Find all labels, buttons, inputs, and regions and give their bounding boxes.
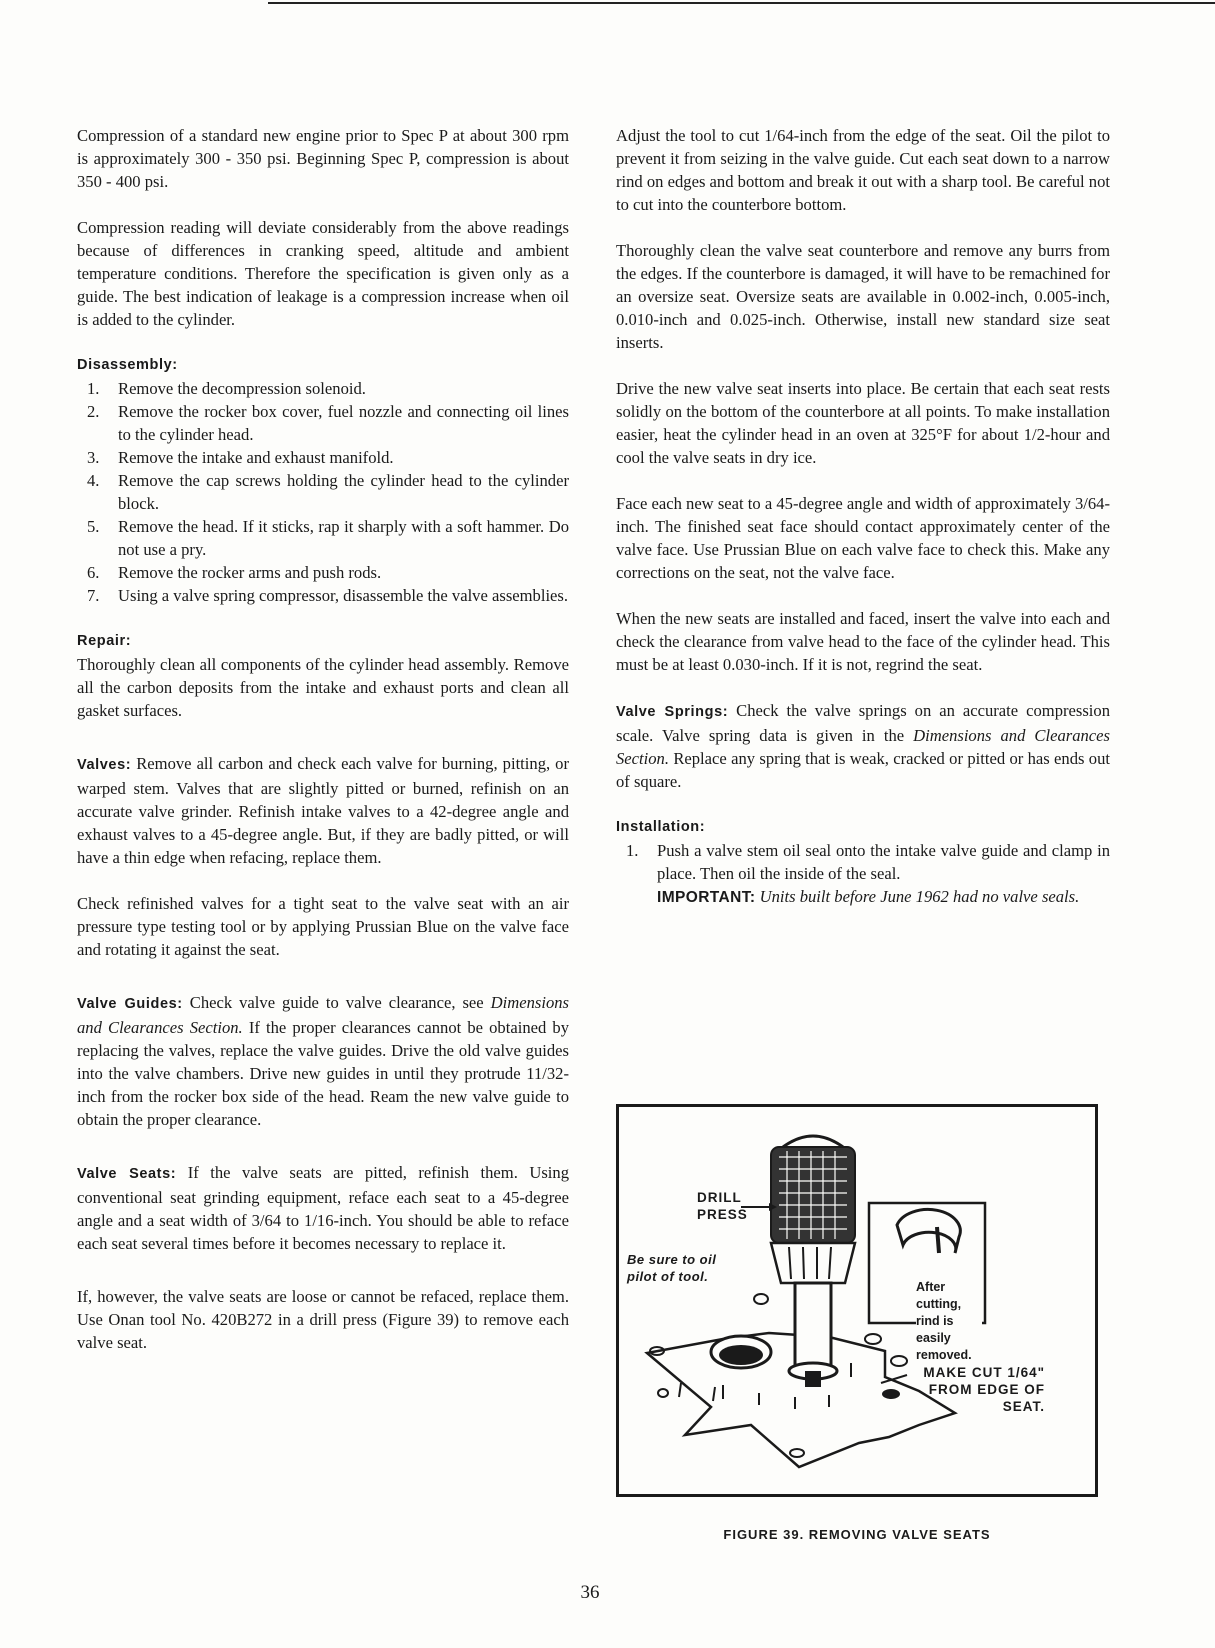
important-note: Units built before June 1962 had no valve seals. <box>759 887 1080 906</box>
drive-inserts-paragraph: Drive the new valve seat inserts into place. Be certain that each seat rests solidly on the bottom of the counterbore at all points. To make installation easier, heat the cylinder head in an oven at 325°F for about 1/2-hour and cool the valve seats in dry ice. <box>616 379 1110 467</box>
check-clearance-paragraph: When the new seats are installed and faced, insert the valve into each and check the clearance from valve head to the face of the cylinder head. This must be at least 0.030-inch. If it is not, regrind the seat. <box>616 609 1110 674</box>
list-item: 6. Remove the rocker arms and push rods. <box>87 563 382 582</box>
figure-caption: FIGURE 39. REMOVING VALVE SEATS <box>723 1527 991 1542</box>
valve-springs-paragraph: Valve Springs: Check the valve springs on an accurate compression scale. Valve spring data is given in the Dimensions and Clearances Section. Replace any spring that is weak, cracked or pitted or has ends out of square. <box>616 701 1110 791</box>
rind-removed-label: After cutting, rind is easily removed. <box>916 1279 982 1364</box>
list-item: 1. Remove the decompression solenoid. <box>87 379 366 398</box>
left-column <box>77 124 569 1354</box>
make-cut-label: MAKE CUT 1/64" FROM EDGE OF SEAT. <box>923 1365 1045 1414</box>
face-seat-paragraph: Face each new seat to a 45-degree angle and width of approximately 3/64-inch. The finished seat face should contact approximately center of the valve face. Use Prussian Blue on each valve face to check this. Make any corrections on the seat, not the valve face. <box>616 494 1110 582</box>
list-item: 3. Remove the intake and exhaust manifold. <box>87 448 394 467</box>
valve-guides-heading: Valve Guides: <box>77 996 183 1012</box>
valve-springs-heading: Valve Springs: <box>616 704 729 720</box>
oil-pilot-label: Be sure to oil pilot of tool. <box>627 1252 717 1284</box>
pilot <box>805 1371 821 1387</box>
rind-ring-icon <box>897 1209 960 1253</box>
disassembly-list <box>77 377 569 607</box>
disassembly-heading: Disassembly: <box>77 357 178 373</box>
section-reference: Dimensions and Clearances Section. <box>77 993 570 1037</box>
section-reference: Dimensions and Clearances Section. <box>616 726 1110 768</box>
repair-heading: Repair: <box>77 633 132 649</box>
adjust-tool-paragraph: Adjust the tool to cut 1/64-inch from the edge of the seat. Oil the pilot to prevent it from seizing in the valve guide. Cut each seat down to a narrow rind on edges and bottom and break it out with a sharp tool. Be careful not to cut into the counterbore bottom. <box>616 126 1111 214</box>
valve-seat-illustration <box>619 1107 1095 1494</box>
figure-39 <box>616 1104 1098 1497</box>
list-item: 5. Remove the head. If it sticks, rap it sharply with a soft hammer. Do not use a pry. <box>87 517 569 559</box>
valve-seats-paragraph: Valve Seats: If the valve seats are pitted, refinish them. Using conventional seat grinding equipment, reface each seat to a 45-degree angle and a seat width of 3/64 to 1/16-inch. You should be able to reface each seat several times before it becomes necessary to replace it. <box>77 1163 569 1253</box>
cutter-tool <box>795 1283 831 1371</box>
chuck-jaws <box>771 1243 855 1283</box>
installation-heading: Installation: <box>616 819 706 835</box>
top-rule <box>268 2 1215 4</box>
valve-guides-paragraph: Valve Guides: Check valve guide to valve clearance, see Dimensions and Clearances Section. If the proper clearances cannot be obtained by replacing the valves, replace the valve guides. Drive the old valve guides into the valve chambers. Drive new guides in until they protrude 11/32-inch from the rocker box side of the head. Ream the new valve guide to obtain the proper clearance. <box>77 993 570 1129</box>
valves-heading: Valves: <box>77 757 132 773</box>
check-valves-paragraph: Check refinished valves for a tight seat to the valve seat with an air pressure type testing tool or by applying Prussian Blue on the valve face and rotating it against the seat. <box>77 894 569 959</box>
loose-seats-paragraph: If, however, the valve seats are loose or cannot be refaced, replace them. Use Onan tool No. 420B272 in a drill press (Figure 39) to remove each valve seat. <box>77 1287 569 1352</box>
important-label: IMPORTANT: <box>657 889 756 906</box>
clean-counterbore-paragraph: Thoroughly clean the valve seat counterbore and remove any burrs from the edges. If the counterbore is damaged, it will have to be remachined for an oversize seat. Oversize seats are available in 0.002-inch, 0.005-inch, 0.010-inch and 0.025-inch. Otherwise, install new standard size seat inserts. <box>616 241 1110 352</box>
page-number: 36 <box>580 1582 600 1603</box>
right-column <box>616 124 1110 932</box>
valves-paragraph: Valves: Remove all carbon and check each valve for burning, pitting, or warped stem. Valves that are slightly pitted or burned, refinish on an accurate valve grinder. Refinish intake valves to a 42-degree angle and exhaust valves to a 45-degree angle. But, if they are badly pitted, or will have a thin edge when refacing, replace them. <box>77 754 569 867</box>
compression-deviation-paragraph: Compression reading will deviate considerably from the above readings because of differences in cranking speed, altitude and ambient temperature conditions. Therefore the specification is given only as a guide. The best indication of leakage is a compression increase when oil is added to the cylinder. <box>77 218 569 329</box>
list-item: 2. Remove the rocker box cover, fuel nozzle and connecting oil lines to the cylinder head. <box>87 402 569 444</box>
installation-list <box>616 839 1110 909</box>
list-item: 1. Push a valve stem oil seal onto the intake valve guide and clamp in place. Then oil the inside of the seal. IMPORTANT: Units built before June 1962 had no valve seals. <box>626 841 1110 906</box>
list-item: 4. Remove the cap screws holding the cylinder head to the cylinder block. <box>87 471 569 513</box>
valve-seats-heading: Valve Seats: <box>77 1166 177 1182</box>
list-item: 7. Using a valve spring compressor, disassemble the valve assemblies. <box>87 586 569 605</box>
oil-drop-icon <box>754 1294 768 1304</box>
compression-spec-paragraph: Compression of a standard new engine prior to Spec P at about 300 rpm is approximately 300 - 350 psi. Beginning Spec P, compression is about 350 - 400 psi. <box>77 126 569 191</box>
repair-paragraph: Thoroughly clean all components of the cylinder head assembly. Remove all the carbon deposits from the intake and exhaust ports and clean all gasket surfaces. <box>77 655 569 720</box>
drill-press-label: DRILL PRESS <box>697 1190 748 1222</box>
